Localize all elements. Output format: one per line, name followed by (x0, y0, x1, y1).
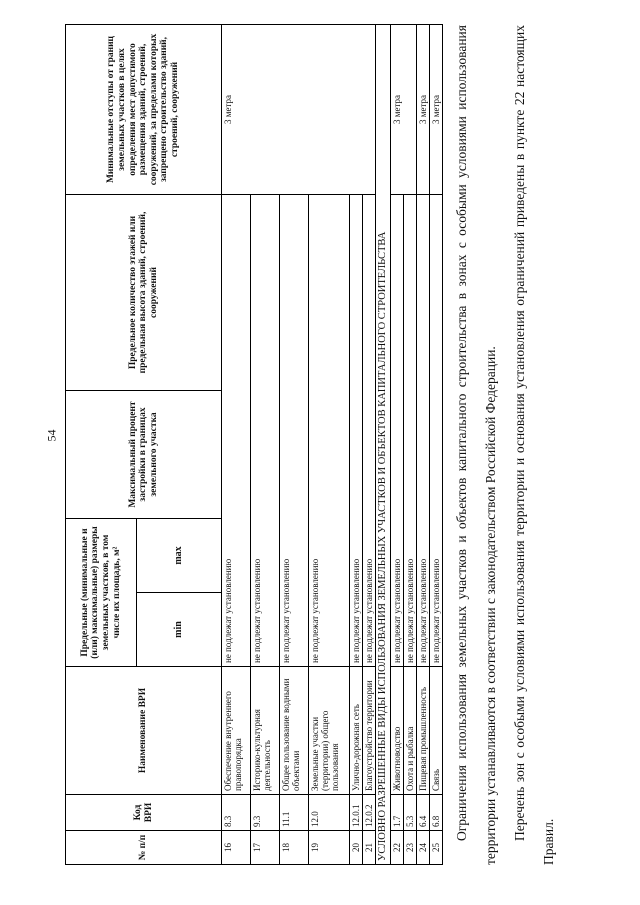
section-row (376, 25, 391, 865)
row-num: 19 (309, 831, 350, 865)
row-num: 23 (403, 831, 416, 865)
row-name: Благоустройство территории (363, 667, 376, 795)
row-num: 25 (430, 831, 443, 865)
header-setback: Минимальные отступы от границ земельных участков в целях определения мест допустимого размещения зданий, строений, сооружений, за пределами которых запрещено строительство зданий, строений, сооружений (66, 25, 222, 195)
row-name: Охота и рыбалка (403, 667, 416, 795)
row-size: не подлежат установлению (363, 195, 376, 667)
paragraph-zones-list: Перечень зон с особыми условиями использования территории и основания установления ограничений приведены в пункте 22 настоящих Правил. (512, 25, 557, 865)
page-number: 54 (44, 429, 59, 442)
row-code: 12.0.1 (350, 795, 363, 831)
row-num: 16 (222, 831, 251, 865)
table-row (430, 25, 443, 865)
row-size: не подлежат установлению (280, 195, 309, 667)
header-percent: Максимальный процент застройки в границах земельного участка (66, 391, 222, 519)
row-size: не подлежат установлению (251, 195, 280, 667)
row-size: не подлежат установлению (350, 195, 363, 667)
vri-table (65, 24, 443, 865)
rotated-page-content (65, 25, 635, 865)
row-name: Улично-дорожная сеть (350, 667, 363, 795)
table-row (417, 25, 430, 865)
header-num: № п/п (66, 831, 222, 865)
table-row (222, 25, 251, 865)
row-num: 18 (280, 831, 309, 865)
row-size: не подлежат установлению (417, 195, 430, 667)
row-num: 21 (363, 831, 376, 865)
row-code: 1.7 (390, 795, 403, 831)
header-floors: Предельное количество этажей или предельная высота зданий, строений, сооружений (66, 195, 222, 391)
row-size: не подлежат установлению (430, 195, 443, 667)
row-num: 22 (390, 831, 403, 865)
header-max: max (137, 519, 222, 593)
row-setback: 3 метра (430, 25, 443, 195)
header-name: Наименование ВРИ (66, 667, 222, 795)
row-num: 17 (251, 831, 280, 865)
row-code: 6.4 (417, 795, 430, 831)
row-code: 5.3 (403, 795, 416, 831)
header-min: min (137, 593, 222, 667)
row-setback: 3 метра (222, 25, 376, 195)
body-text (447, 25, 563, 865)
row-size: не подлежат установлению (403, 195, 416, 667)
row-code: 11.1 (280, 795, 309, 831)
row-code: 9.3 (251, 795, 280, 831)
row-code: 8.3 (222, 795, 251, 831)
row-name: Общее пользование водными объектами (280, 667, 309, 795)
row-code: 12.0 (309, 795, 350, 831)
table-row (390, 25, 403, 865)
row-name: Пищевая промышленность (417, 667, 430, 795)
row-name: Связь (430, 667, 443, 795)
row-name: Животноводство (390, 667, 403, 795)
row-size: не подлежат установлению (222, 195, 251, 667)
header-size-group: Предельные (минимальные и (или) максимальные) размеры земельных участков, в том числе их площадь, м² (66, 519, 137, 667)
table-header-row (66, 25, 137, 865)
row-setback: 3 метра (390, 25, 416, 195)
row-setback: 3 метра (417, 25, 430, 195)
row-name: Обеспечение внутреннего правопорядка (222, 667, 251, 795)
row-code: 12.0.2 (363, 795, 376, 831)
row-code: 6.8 (430, 795, 443, 831)
row-size: не подлежат установлению (390, 195, 403, 667)
row-size: не подлежат установлению (309, 195, 350, 667)
row-num: 20 (350, 831, 363, 865)
section-title: УСЛОВНО РАЗРЕШЕННЫЕ ВИДЫ ИСПОЛЬЗОВАНИЯ ЗЕМЕЛЬНЫХ УЧАСТКОВ И ОБЪЕКТОВ КАПИТАЛЬНОГО СТРОИТЕЛЬСТВА (376, 25, 391, 865)
paragraph-restrictions: Ограничения использования земельных участков и объектов капитального строительства в зонах с особыми условиями использования территории устанавливаются в соответствии с законодательством Российской Федерации. (454, 25, 499, 865)
header-code: Код ВРИ (66, 795, 222, 831)
row-name: Земельные участки (территории) общего пользования (309, 667, 350, 795)
row-num: 24 (417, 831, 430, 865)
row-name: Историко-культурная деятельность (251, 667, 280, 795)
